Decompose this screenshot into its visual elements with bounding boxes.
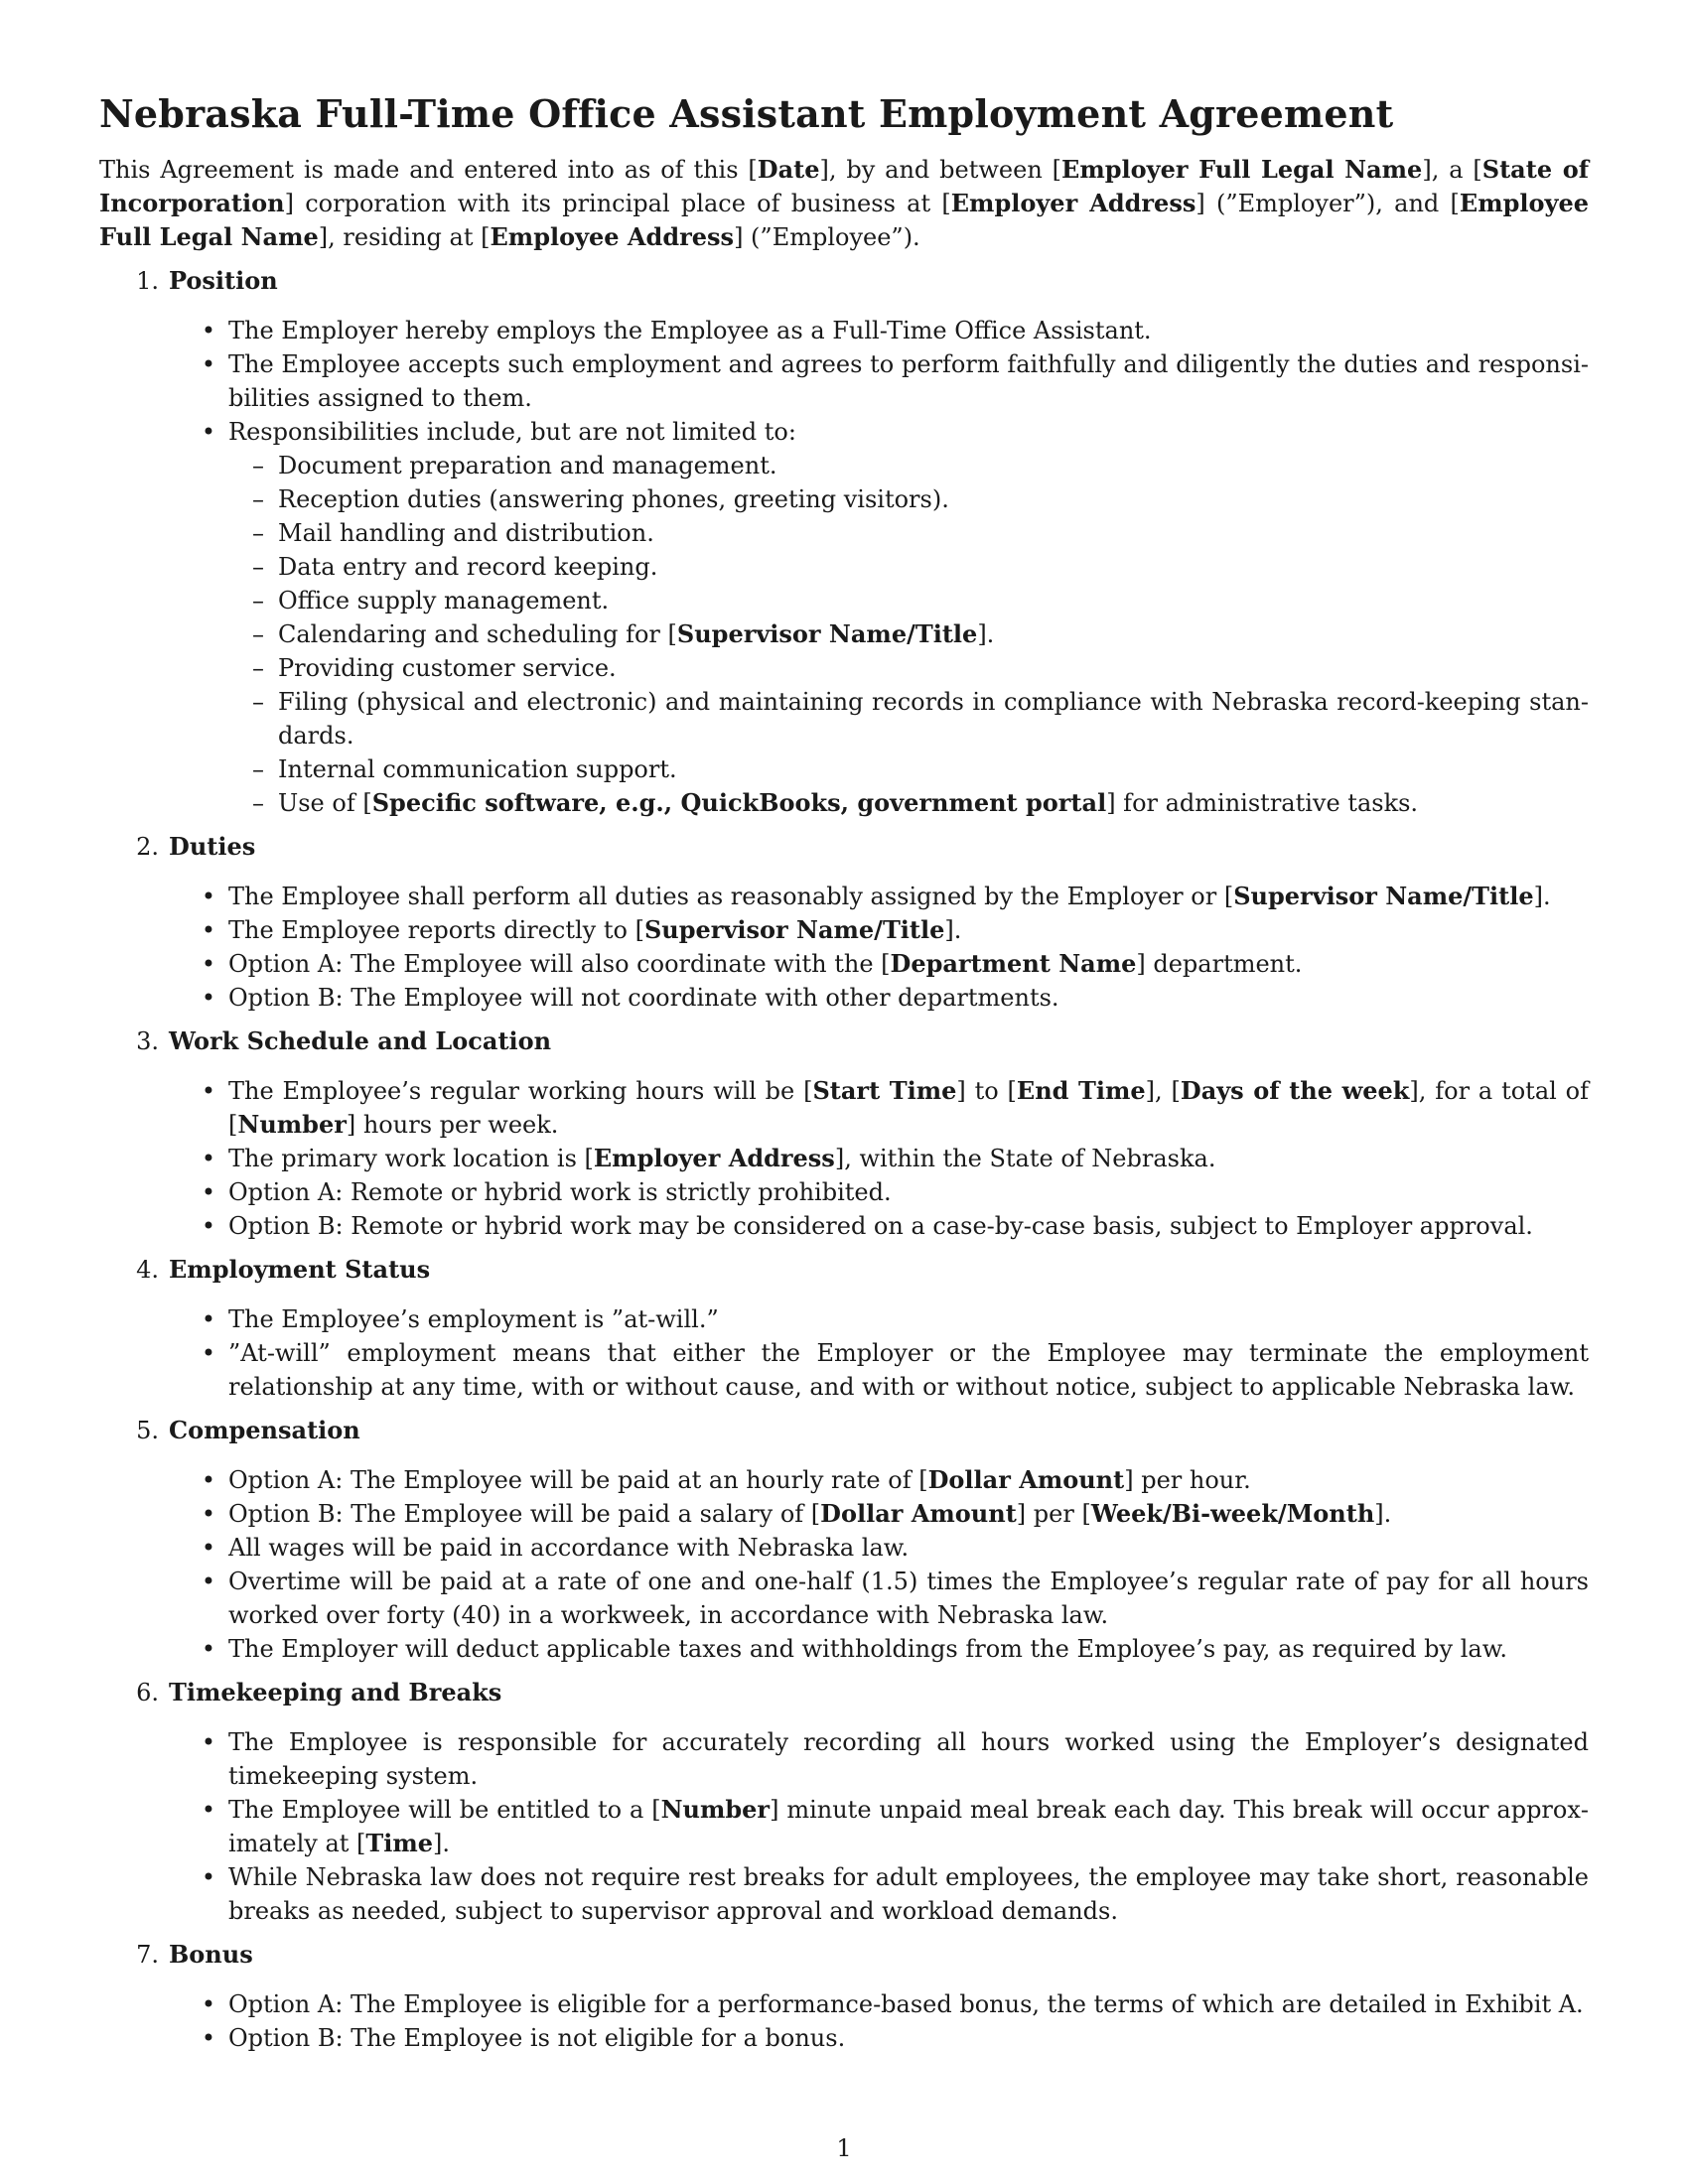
list-item xyxy=(228,1074,1589,1142)
placeholder-date: Date xyxy=(757,155,820,184)
placeholder-software: Specific software, e.g., QuickBooks, government portal xyxy=(371,788,1107,817)
text: ], [ xyxy=(1145,1077,1181,1105)
text: ]. xyxy=(433,1830,451,1857)
section-bonus xyxy=(99,1938,1589,2055)
placeholder-employer-name: Employer Full Legal Name xyxy=(1061,155,1423,184)
intro-text: ] (”Employee”). xyxy=(734,223,920,251)
section-heading xyxy=(99,1676,1589,1709)
placeholder-dollar-amount: Dollar Amount xyxy=(927,1465,1125,1494)
section-number: 5. xyxy=(136,1417,159,1444)
section-title: Employment Status xyxy=(169,1255,431,1284)
section-heading xyxy=(99,1414,1589,1447)
bullet-list xyxy=(99,1987,1589,2055)
text: ] department. xyxy=(1136,950,1303,978)
placeholder-supervisor: Supervisor Name/Title xyxy=(676,619,978,648)
text: ]. xyxy=(977,620,995,648)
placeholder-department: Department Name xyxy=(890,949,1137,978)
list-item xyxy=(228,415,1589,820)
placeholder-number: Number xyxy=(660,1795,771,1824)
text: The Employee shall perform all duties as reasonably assigned by the Employer or [ xyxy=(228,883,1234,910)
section-number: 2. xyxy=(136,833,159,861)
list-item: • Option A: The Employee is eligible for a performance-based bonus, the terms of which are detailed in Exhibit A. xyxy=(228,1987,1589,2021)
intro-text: ] (”Employer”), and [ xyxy=(1196,190,1460,217)
intro-text: ], residing at [ xyxy=(318,223,491,251)
section-title: Duties xyxy=(169,832,256,861)
placeholder-employee-name: Employee Full Legal Name xyxy=(99,189,1589,251)
list-item xyxy=(228,1793,1589,1860)
text: The Employee reports directly to [ xyxy=(228,916,644,944)
section-heading xyxy=(99,1938,1589,1972)
list-item: • The Employee’s employment is ”at-will.” xyxy=(228,1302,1589,1336)
placeholder-end-time: End Time xyxy=(1016,1076,1146,1105)
text: ] minute unpaid meal break each day. This break will occur approximately at [ xyxy=(228,1796,1589,1857)
bullet-list xyxy=(99,1302,1589,1404)
intro-text: ], a [ xyxy=(1422,156,1482,184)
list-item xyxy=(228,913,1589,947)
bullet-list xyxy=(99,1074,1589,1243)
text: Option A: The Employee will be paid at an hourly rate of [ xyxy=(228,1466,928,1494)
section-heading xyxy=(99,1024,1589,1058)
placeholder-state: State of Incorporation xyxy=(99,155,1590,217)
section-duties xyxy=(99,830,1589,1015)
text: The primary work location is [ xyxy=(228,1145,594,1172)
list-item: • All wages will be paid in accordance with Nebraska law. xyxy=(228,1531,1589,1565)
list-item xyxy=(228,947,1589,981)
section-heading xyxy=(99,830,1589,864)
section-number: 6. xyxy=(136,1679,159,1706)
text: The Employee’s regular working hours will be [ xyxy=(228,1077,813,1105)
section-heading xyxy=(99,1253,1589,1287)
bullet-list xyxy=(99,880,1589,1015)
list-item: • ”At-will” employment means that either the Employer or the Employee may terminate the employment relationship at any time, with or without cause, and with or without notice, subject to applicable Nebraska law. xyxy=(228,1336,1589,1404)
text: The Employee will be entitled to a [ xyxy=(228,1796,661,1824)
section-title: Bonus xyxy=(169,1940,253,1969)
document-title: Nebraska Full-Time Office Assistant Employment Agreement xyxy=(99,91,1394,136)
placeholder-pay-period: Week/Bi-week/Month xyxy=(1090,1499,1375,1528)
section-number: 4. xyxy=(136,1256,159,1284)
document-page xyxy=(99,79,1589,2184)
text: ]. xyxy=(944,916,962,944)
section-timekeeping xyxy=(99,1676,1589,1928)
sub-list-item: – Internal communication support. xyxy=(278,752,1589,786)
sub-list-item: – Mail handling and distribution. xyxy=(278,516,1589,550)
list-item: • While Nebraska law does not require rest breaks for adult employees, the employee may take short, reasonable breaks as needed, subject to supervisor approval and workload demands. xyxy=(228,1860,1589,1928)
list-item: • The Employee is responsible for accurately recording all hours worked using the Employer’s designated timekeeping system. xyxy=(228,1725,1589,1793)
section-title: Compensation xyxy=(169,1416,360,1444)
section-position xyxy=(99,264,1589,820)
intro-text: ], by and between [ xyxy=(819,156,1062,184)
list-item: • The Employer hereby employs the Employee as a Full-Time Office Assistant. xyxy=(228,314,1589,347)
list-item: • Overtime will be paid at a rate of one and one-half (1.5) times the Employee’s regular rate of pay for all hours worked over forty (40) in a workweek, in accordance with Nebraska law. xyxy=(228,1565,1589,1632)
text: Use of [ xyxy=(278,789,372,817)
placeholder-employer-address: Employer Address xyxy=(593,1144,835,1172)
list-item: • The Employer will deduct applicable taxes and withholdings from the Employee’s pay, as required by law. xyxy=(228,1632,1589,1666)
section-title: Position xyxy=(169,266,278,295)
list-item-text: Responsibilities include, but are not limited to: xyxy=(228,418,796,446)
section-list xyxy=(99,264,1589,2055)
list-item xyxy=(228,1142,1589,1175)
intro-text: ] corporation with its principal place of business at [ xyxy=(284,190,951,217)
placeholder-employee-address: Employee Address xyxy=(490,222,735,251)
placeholder-time: Time xyxy=(365,1829,434,1857)
placeholder-supervisor: Supervisor Name/Title xyxy=(643,915,945,944)
placeholder-number: Number xyxy=(237,1110,347,1139)
text: ], within the State of Nebraska. xyxy=(834,1145,1216,1172)
section-number: 3. xyxy=(136,1027,159,1055)
text: Calendaring and scheduling for [ xyxy=(278,620,677,648)
placeholder-days: Days of the week xyxy=(1180,1076,1410,1105)
placeholder-start-time: Start Time xyxy=(812,1076,957,1105)
list-item: • Option B: The Employee will not coordinate with other departments. xyxy=(228,981,1589,1015)
sub-list-item xyxy=(278,617,1589,651)
list-item xyxy=(228,1497,1589,1531)
section-heading xyxy=(99,264,1589,298)
text: ], for a total of [ xyxy=(228,1077,1589,1139)
sub-list-item: – Document preparation and management. xyxy=(278,449,1589,482)
section-compensation xyxy=(99,1414,1589,1666)
sub-list-item: – Office supply management. xyxy=(278,584,1589,617)
section-title: Timekeeping and Breaks xyxy=(169,1678,502,1706)
intro-paragraph xyxy=(99,153,1589,254)
sub-list-item: – Filing (physical and electronic) and maintaining records in compliance with Nebraska record-keeping standards. xyxy=(278,685,1589,752)
section-work-schedule xyxy=(99,1024,1589,1243)
text: ]. xyxy=(1533,883,1551,910)
text: ] to [ xyxy=(956,1077,1017,1105)
text: Option A: The Employee will also coordinate with the [ xyxy=(228,950,891,978)
list-item: • The Employee accepts such employment and agrees to perform faithfully and diligently the duties and responsibilities assigned to them. xyxy=(228,347,1589,415)
bullet-list xyxy=(99,1725,1589,1928)
section-number: 7. xyxy=(136,1941,159,1969)
list-item xyxy=(228,880,1589,913)
sub-list-item: – Reception duties (answering phones, greeting visitors). xyxy=(278,482,1589,516)
bullet-list xyxy=(99,1463,1589,1666)
text: ] hours per week. xyxy=(346,1111,559,1139)
section-title: Work Schedule and Location xyxy=(169,1026,552,1055)
list-item: • Option B: The Employee is not eligible for a bonus. xyxy=(228,2021,1589,2055)
sub-list-item xyxy=(278,786,1589,820)
bullet-list xyxy=(99,314,1589,820)
sub-list xyxy=(228,449,1589,820)
text: ] per [ xyxy=(1016,1500,1091,1528)
placeholder-dollar-amount: Dollar Amount xyxy=(820,1499,1017,1528)
list-item: • Option B: Remote or hybrid work may be considered on a case-by-case basis, subject to Employer approval. xyxy=(228,1209,1589,1243)
text: Option B: The Employee will be paid a salary of [ xyxy=(228,1500,821,1528)
sub-list-item: – Data entry and record keeping. xyxy=(278,550,1589,584)
section-employment-status xyxy=(99,1253,1589,1404)
text: ]. xyxy=(1374,1500,1392,1528)
placeholder-supervisor: Supervisor Name/Title xyxy=(1233,882,1534,910)
page-number: 1 xyxy=(836,2134,852,2162)
text: ] for administrative tasks. xyxy=(1106,789,1419,817)
text: ] per hour. xyxy=(1124,1466,1251,1494)
list-item xyxy=(228,1463,1589,1497)
section-number: 1. xyxy=(136,267,159,295)
list-item: • Option A: Remote or hybrid work is strictly prohibited. xyxy=(228,1175,1589,1209)
placeholder-employer-address: Employer Address xyxy=(950,189,1196,217)
intro-text: This Agreement is made and entered into as of this [ xyxy=(99,156,758,184)
sub-list-item: – Providing customer service. xyxy=(278,651,1589,685)
